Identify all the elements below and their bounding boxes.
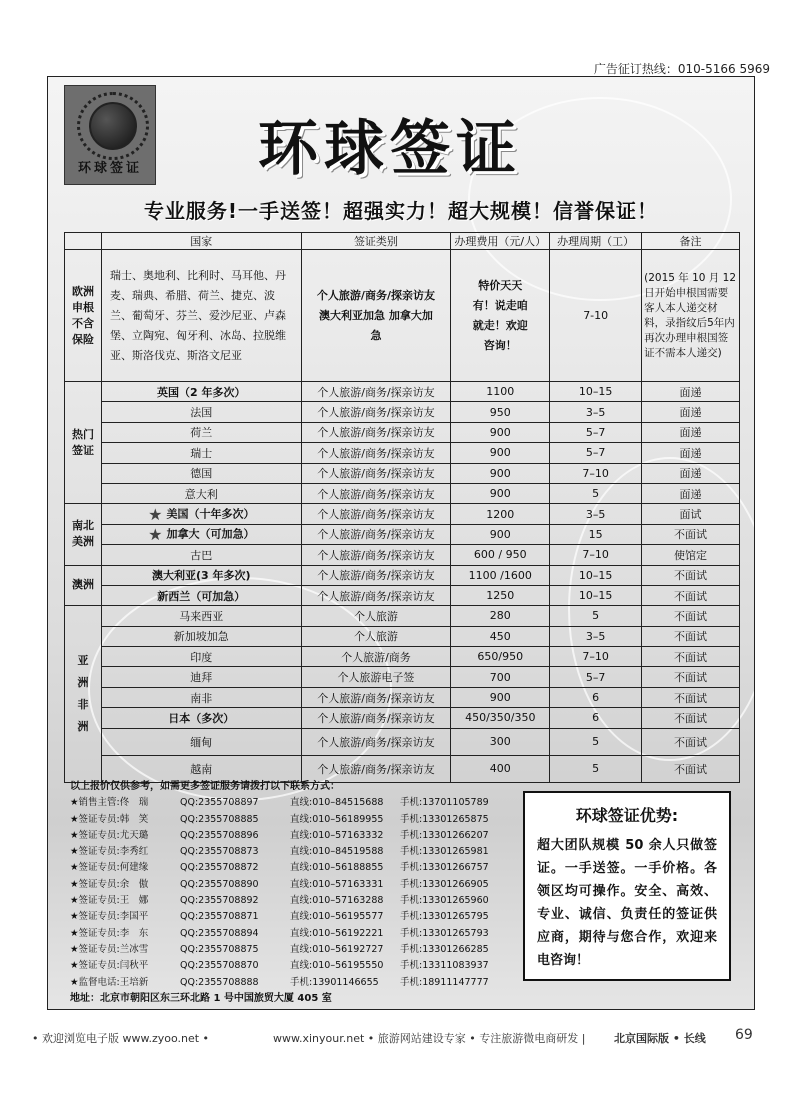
- europe-type: 个人旅游/商务/探亲访友 澳大利亚加急 加拿大加急: [301, 250, 451, 382]
- contact-qq[interactable]: QQ:2355708888: [180, 976, 259, 988]
- fee-cell: 900: [451, 483, 550, 503]
- type-cell: 个人旅游/商务/探亲访友: [301, 483, 451, 503]
- period-cell: 7–10: [550, 545, 642, 565]
- fee-cell: 280: [451, 606, 550, 626]
- contact-row: [70, 942, 510, 958]
- header-country: 国家: [101, 233, 301, 250]
- footer-center[interactable]: www.xinyour.net • 旅游网站建设专家 • 专注旅游微电商研发 |: [273, 1032, 586, 1045]
- fee-cell: 1200: [451, 504, 550, 524]
- note-cell: 面递: [642, 402, 740, 422]
- advantage-box: [523, 791, 731, 981]
- advantage-title: 环球签证优势:: [575, 806, 679, 825]
- contact-row: [70, 893, 510, 909]
- contact-row: [70, 975, 510, 991]
- contact-intro: 以上报价仅供参考，如需更多签证服务请拨打以下联系方式：: [70, 781, 340, 792]
- contact-tel[interactable]: 直线:010–56188855: [290, 862, 384, 874]
- fee-cell: 950: [451, 402, 550, 422]
- contact-name: ★签证专员:李秀红: [70, 846, 149, 858]
- contact-tel[interactable]: 直线:010–57163288: [290, 895, 384, 907]
- country-cell: 古巴: [101, 545, 301, 565]
- region-australia: 澳洲: [65, 565, 102, 606]
- contact-name: ★签证专员:李 东: [70, 927, 149, 939]
- note-cell: 不面试: [642, 606, 740, 626]
- country-cell: 新加坡加急: [101, 626, 301, 646]
- contact-name: ★签证专员:何建缘: [70, 862, 149, 874]
- hotline: 广告征订热线：010-5166 5969: [593, 62, 770, 76]
- contact-name: ★销售主管:佟 瑞: [70, 797, 149, 809]
- globe-icon: [89, 102, 137, 150]
- fee-cell: 600 / 950: [451, 545, 550, 565]
- fee-cell: 900: [451, 524, 550, 544]
- page-number: 69: [735, 1027, 753, 1043]
- note-cell: 不面试: [642, 687, 740, 707]
- contact-mobile[interactable]: 手机:13301266905: [400, 878, 489, 890]
- fee-cell: 1100 /1600: [451, 565, 550, 585]
- contact-tel[interactable]: 手机:13901146655: [290, 976, 379, 988]
- europe-note: (2015 年 10 月 12 日开始申根国需要客人本人递交材料，录指纹后5年内再次办理申根国签证不需本人递交): [642, 250, 740, 382]
- country-cell: 意大利: [101, 483, 301, 503]
- contact-mobile[interactable]: 手机:13301265981: [400, 846, 489, 858]
- period-cell: 5–7: [550, 667, 642, 687]
- type-cell: 个人旅游/商务/探亲访友: [301, 687, 451, 707]
- contact-mobile[interactable]: 手机:13301265960: [400, 895, 489, 907]
- note-cell: 使馆定: [642, 545, 740, 565]
- logo-text: 环球签证: [77, 161, 142, 176]
- period-cell: 5: [550, 755, 642, 782]
- contact-name: ★签证专员:李国平: [70, 911, 149, 923]
- fee-cell: 700: [451, 667, 550, 687]
- country-label: 美国（十年多次）: [166, 507, 255, 521]
- header-fee: 办理费用（元/人）: [451, 233, 550, 250]
- europe-period: 7-10: [550, 250, 642, 382]
- period-cell: 3–5: [550, 402, 642, 422]
- contact-name: ★监督电话:王培新: [70, 976, 149, 988]
- contact-mobile[interactable]: 手机:13301266207: [400, 829, 489, 841]
- note-cell: 不面试: [642, 585, 740, 605]
- fee-cell: 1100: [451, 382, 550, 402]
- country-cell: 德国: [101, 463, 301, 483]
- contact-qq[interactable]: QQ:2355708890: [180, 878, 259, 890]
- note-cell: 不面试: [642, 524, 740, 544]
- country-cell: 瑞士: [101, 443, 301, 463]
- contact-tel[interactable]: 直线:010–56189955: [290, 813, 384, 825]
- contact-mobile[interactable]: 手机:13701105789: [400, 797, 489, 809]
- type-cell: 个人旅游: [301, 626, 451, 646]
- type-cell: 个人旅游/商务/探亲访友: [301, 463, 451, 483]
- period-cell: 5: [550, 728, 642, 755]
- ad-frame: [47, 76, 755, 1010]
- contact-name: ★签证专员:韩 笑: [70, 813, 149, 825]
- contact-qq[interactable]: QQ:2355708897: [180, 797, 259, 809]
- note-cell: 不面试: [642, 755, 740, 782]
- footer-edition: 北京国际版 • 长线: [614, 1032, 706, 1045]
- note-cell: 面递: [642, 443, 740, 463]
- contact-row: [70, 909, 510, 925]
- contact-mobile[interactable]: 手机:13301266285: [400, 943, 489, 955]
- contact-list: [70, 779, 510, 1007]
- country-cell: 迪拜: [101, 667, 301, 687]
- period-cell: 3–5: [550, 504, 642, 524]
- period-cell: 15: [550, 524, 642, 544]
- note-cell: 面试: [642, 504, 740, 524]
- region-hot: 热门签证: [65, 382, 102, 504]
- fee-cell: 900: [451, 422, 550, 442]
- country-cell: 日本（多次）: [101, 708, 301, 728]
- contact-tel[interactable]: 直线:010–57163331: [290, 878, 384, 890]
- country-cell: 荷兰: [101, 422, 301, 442]
- type-cell: 个人旅游/商务/探亲访友: [301, 504, 451, 524]
- contact-name: ★签证专员:余 傲: [70, 878, 149, 890]
- contact-tel[interactable]: 直线:010–56192727: [290, 943, 384, 955]
- period-cell: 6: [550, 687, 642, 707]
- contact-row: [70, 844, 510, 860]
- advantage-body: 超大团队规模 50 余人只做签证。一手送签。一手价格。各领区均可操作。安全、高效、专业、诚信、负责任的签证供应商，期待与您合作，欢迎来电咨询！: [537, 838, 717, 968]
- fee-cell: 450: [451, 626, 550, 646]
- contact-qq[interactable]: QQ:2355708875: [180, 943, 259, 955]
- country-cell: 印度: [101, 647, 301, 667]
- note-cell: 不面试: [642, 728, 740, 755]
- type-cell: 个人旅游/商务: [301, 647, 451, 667]
- period-cell: 6: [550, 708, 642, 728]
- country-cell: 缅甸: [101, 728, 301, 755]
- fee-cell: 900: [451, 443, 550, 463]
- europe-countries: 瑞士、奥地利、比利时、马耳他、丹麦、瑞典、希腊、荷兰、捷克、波兰、葡萄牙、芬兰、爱沙尼亚、卢森堡、立陶宛、匈牙利、冰岛、拉脱维亚、斯洛伐克、斯洛文尼亚: [101, 250, 301, 382]
- contact-mobile[interactable]: 手机:13311083937: [400, 960, 489, 972]
- footer-left[interactable]: • 欢迎浏览电子版 www.zyoo.net •: [32, 1032, 210, 1045]
- region-america: 南北美洲: [65, 504, 102, 565]
- period-cell: 5–7: [550, 443, 642, 463]
- note-cell: 面递: [642, 382, 740, 402]
- fee-cell: 900: [451, 687, 550, 707]
- country-cell: 越南: [101, 755, 301, 782]
- page-title: 环球签证: [258, 114, 522, 184]
- type-cell: 个人旅游/商务/探亲访友: [301, 524, 451, 544]
- contact-qq[interactable]: QQ:2355708870: [180, 960, 259, 972]
- period-cell: 10–15: [550, 585, 642, 605]
- contact-qq[interactable]: QQ:2355708896: [180, 829, 259, 841]
- contact-qq[interactable]: QQ:2355708892: [180, 895, 259, 907]
- type-cell: 个人旅游/商务/探亲访友: [301, 755, 451, 782]
- type-cell: 个人旅游/商务/探亲访友: [301, 565, 451, 585]
- fee-cell: 450/350/350: [451, 708, 550, 728]
- contact-qq[interactable]: QQ:2355708872: [180, 862, 259, 874]
- contact-name: ★签证专员:尤天璐: [70, 829, 149, 841]
- fee-cell: 900: [451, 463, 550, 483]
- type-cell: 个人旅游/商务/探亲访友: [301, 443, 451, 463]
- header-period: 办理周期（工）: [550, 233, 642, 250]
- period-cell: 3–5: [550, 626, 642, 646]
- contact-row: [70, 828, 510, 844]
- contact-tel[interactable]: 直线:010–56195577: [290, 911, 384, 923]
- period-cell: 5–7: [550, 422, 642, 442]
- country-cell: 新西兰（可加急）: [101, 585, 301, 605]
- header-note: 备注: [642, 233, 740, 250]
- contact-qq[interactable]: QQ:2355708873: [180, 846, 259, 858]
- note-cell: 面递: [642, 483, 740, 503]
- note-cell: 不面试: [642, 626, 740, 646]
- note-cell: 面递: [642, 422, 740, 442]
- country-cell: 南非: [101, 687, 301, 707]
- visa-price-table: [64, 232, 740, 783]
- contact-row: [70, 958, 510, 974]
- contact-tel[interactable]: 直线:010–56195550: [290, 960, 384, 972]
- type-cell: 个人旅游/商务/探亲访友: [301, 728, 451, 755]
- header-type: 签证类别: [301, 233, 451, 250]
- contact-qq[interactable]: QQ:2355708871: [180, 911, 259, 923]
- country-label: 加拿大（可加急）: [166, 527, 255, 541]
- contact-name: ★签证专员:王 娜: [70, 895, 149, 907]
- type-cell: 个人旅游/商务/探亲访友: [301, 545, 451, 565]
- note-cell: 不面试: [642, 667, 740, 687]
- period-cell: 10–15: [550, 382, 642, 402]
- contact-row: [70, 795, 510, 811]
- contact-tel[interactable]: 直线:010–56192221: [290, 927, 384, 939]
- region-europe: 欧洲申根不含保险: [65, 250, 102, 382]
- contact-mobile[interactable]: 手机:13301265795: [400, 911, 489, 923]
- type-cell: 个人旅游/商务/探亲访友: [301, 708, 451, 728]
- contact-tel[interactable]: 直线:010–84519588: [290, 846, 384, 858]
- contact-row: [70, 877, 510, 893]
- slogan: 专业服务!一手送签！超强实力！超大规模！信誉保证！: [143, 199, 659, 223]
- star-icon: ★: [148, 504, 163, 524]
- contact-mobile[interactable]: 手机:13301265875: [400, 813, 489, 825]
- type-cell: 个人旅游/商务/探亲访友: [301, 585, 451, 605]
- contact-name: ★签证专员:兰冰雪: [70, 943, 149, 955]
- contact-qq[interactable]: QQ:2355708885: [180, 813, 259, 825]
- europe-fee: 特价天天有！说走咱就走！欢迎咨询！: [451, 250, 550, 382]
- country-cell: 马来西亚: [101, 606, 301, 626]
- period-cell: 10–15: [550, 565, 642, 585]
- contact-name: ★签证专员:闫秋平: [70, 960, 149, 972]
- country-cell: 英国（2 年多次）: [101, 382, 301, 402]
- type-cell: 个人旅游电子签: [301, 667, 451, 687]
- note-cell: 面递: [642, 463, 740, 483]
- star-icon: ★: [148, 524, 163, 544]
- period-cell: 5: [550, 483, 642, 503]
- contact-row: [70, 926, 510, 942]
- note-cell: 不面试: [642, 565, 740, 585]
- note-cell: 不面试: [642, 708, 740, 728]
- contact-mobile[interactable]: 手机:13301265793: [400, 927, 489, 939]
- contact-row: [70, 812, 510, 828]
- period-cell: 7–10: [550, 647, 642, 667]
- contact-tel[interactable]: 直线:010–57163332: [290, 829, 384, 841]
- fee-cell: 1250: [451, 585, 550, 605]
- type-cell: 个人旅游/商务/探亲访友: [301, 382, 451, 402]
- period-cell: 7–10: [550, 463, 642, 483]
- fee-cell: 650/950: [451, 647, 550, 667]
- type-cell: 个人旅游: [301, 606, 451, 626]
- fee-cell: 300: [451, 728, 550, 755]
- country-cell: 法国: [101, 402, 301, 422]
- region-asia-africa: 亚洲非洲: [65, 606, 102, 782]
- contact-row: [70, 860, 510, 876]
- country-cell: 澳大利亚(3 年多次): [101, 565, 301, 585]
- country-cell: [101, 524, 301, 544]
- contact-tel[interactable]: 直线:010–84515688: [290, 797, 384, 809]
- period-cell: 5: [550, 606, 642, 626]
- country-cell: [101, 504, 301, 524]
- contact-qq[interactable]: QQ:2355708894: [180, 927, 259, 939]
- note-cell: 不面试: [642, 647, 740, 667]
- type-cell: 个人旅游/商务/探亲访友: [301, 402, 451, 422]
- logo: [64, 85, 156, 185]
- type-cell: 个人旅游/商务/探亲访友: [301, 422, 451, 442]
- fee-cell: 400: [451, 755, 550, 782]
- contact-mobile[interactable]: 手机:13301266757: [400, 862, 489, 874]
- address: 地址：北京市朝阳区东三环北路 1 号中国旅贸大厦 405 室: [70, 992, 332, 1004]
- contact-mobile[interactable]: 手机:18911147777: [400, 976, 489, 988]
